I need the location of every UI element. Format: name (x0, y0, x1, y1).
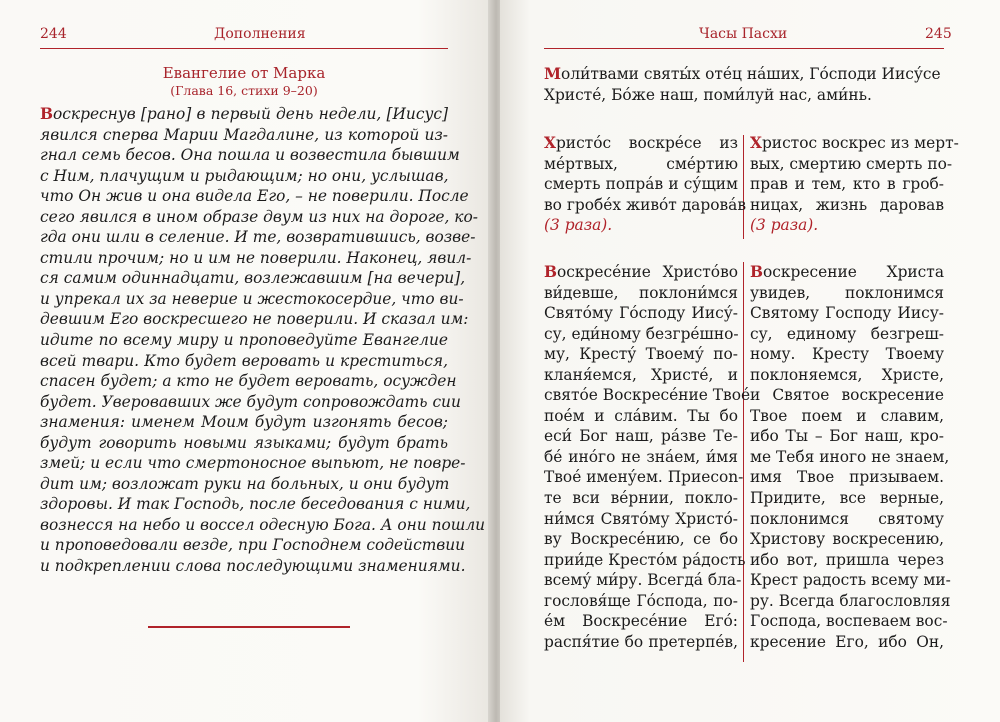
text-line (544, 324, 738, 345)
text-line (544, 488, 738, 509)
line-text: су, единому безгреш- (750, 324, 944, 343)
end-rule (148, 626, 350, 628)
line-text: ибо вот, пришла через (750, 550, 944, 569)
troparion-russian (750, 133, 959, 236)
line-text: дит им; возложат руки на больных, и они будут (40, 474, 450, 493)
text-line (750, 174, 944, 195)
drop-cap: В (544, 263, 558, 281)
line-text: вых, смертию смерть по- (750, 154, 953, 173)
text-line (40, 556, 466, 577)
line-text: ристо́с воскре́се из (555, 134, 738, 152)
line-text: еси́ Бог наш, ра́зве Те- (544, 427, 738, 446)
line-text: оскресе́ние Христо́во (557, 263, 738, 281)
text-line (750, 133, 959, 154)
left-page (0, 0, 492, 722)
running-head-right: Часы Пасхи (699, 26, 788, 42)
gospel-heading (40, 64, 448, 99)
text-line (40, 186, 469, 207)
text-line (544, 133, 738, 154)
line-text: ме Тебя иного не знаем, (750, 447, 950, 466)
text-line (750, 262, 944, 283)
line-text: с Ним, плачущим и рыдающим; но они, услышав, (40, 166, 449, 185)
text-line (750, 488, 944, 509)
line-text: Свято́му Го́споду Иису́- (544, 304, 738, 323)
running-head-left: Дополнения (214, 26, 306, 42)
text-line (544, 406, 738, 427)
text-line (750, 467, 944, 488)
line-text: и упрекал их за неверие и жестокосердие, что ви- (40, 289, 464, 308)
text-line (750, 550, 944, 571)
right-page (500, 0, 1000, 722)
text-line (750, 283, 944, 304)
text-line (544, 85, 944, 106)
text-line (544, 467, 744, 488)
line-text: пое́м и сла́вим. Ты бо (544, 406, 738, 425)
text-line (40, 392, 461, 413)
text-line (544, 550, 746, 571)
line-text: ному. Кресту Твоему (750, 345, 944, 364)
text-line (40, 371, 457, 392)
text-line (40, 227, 476, 248)
text-line (750, 154, 953, 175)
line-text: гда они шли в селение. И те, возвратившись, возве- (40, 228, 476, 247)
text-line (40, 474, 448, 495)
text-line (750, 591, 951, 612)
line-text: здоровы. И так Господь, после беседования с ними, (40, 495, 471, 514)
line-text: оли́твами святы́х оте́ц на́ших, Го́споди Иису́се (561, 65, 941, 83)
line-text: поклонимся святому (750, 509, 944, 528)
line-text: те вси ве́рнии, покло- (544, 489, 738, 508)
line-text: явился сперва Марии Магдалине, из которой из- (40, 125, 448, 144)
text-line (40, 433, 448, 454)
text-line (40, 412, 448, 433)
line-text: и подкреплении слова последующими знамениями. (40, 557, 466, 576)
line-text: ницах, жизнь даровав (750, 195, 944, 214)
line-text: имя Твое призываем. (750, 468, 944, 487)
line-text: прии́де Кресто́м ра́дость (544, 550, 746, 569)
text-line (544, 154, 738, 175)
line-text: ву Воскресе́нию, се бо (544, 530, 738, 549)
column-divider-1 (743, 135, 744, 239)
text-line (40, 351, 448, 372)
line-text: ру. Всегда благословляя (750, 591, 951, 610)
line-text: гословя́ще Го́спода, по- (544, 591, 738, 610)
line-text: ни́мся Свято́му Христо́- (544, 509, 738, 528)
text-line (40, 166, 448, 187)
line-text: ибо Ты – Бог наш, кро- (750, 427, 944, 446)
line-text: прав и тем, кто в гроб- (750, 175, 944, 194)
line-text: распя́тие бо претерпе́в, (544, 632, 738, 651)
line-text: Крест радость всему ми- (750, 571, 951, 590)
line-text: будет. Уверовавших же будут сопровождать сии (40, 392, 461, 411)
hymn-slavonic (544, 262, 751, 652)
text-line (750, 385, 944, 406)
line-text: стили прочим; но и им не поверили. Наконец, явил- (40, 248, 472, 267)
text-line (750, 195, 944, 216)
line-text: всей твари. Кто будет веровать и креститься, (40, 351, 448, 370)
repeat-note: (3 раза). (544, 216, 613, 235)
page-number-right: 245 (925, 26, 952, 42)
text-line (544, 365, 738, 386)
line-text: всему́ ми́ру. Всегда́ бла- (544, 571, 742, 590)
text-line (544, 611, 738, 632)
line-text: и Святое воскресение (750, 386, 944, 405)
line-text: девшим Его воскресшего не поверили. И сказал им: (40, 310, 469, 329)
text-line (40, 145, 460, 166)
drop-cap: В (750, 263, 764, 281)
line-text: Твое́ имену́ем. Приecon- (544, 468, 744, 487)
text-line (40, 515, 486, 536)
page-number-left: 244 (40, 26, 67, 42)
line-text: змей; и если что смертоносное выпьют, не повре- (40, 454, 466, 473)
repeat-note: (3 раза). (750, 216, 819, 235)
text-line (40, 330, 448, 351)
line-text: кланя́емся, Христе́, и (544, 365, 738, 384)
text-line (544, 64, 944, 85)
text-line (544, 529, 738, 550)
line-text: Придите, все верные, (750, 489, 944, 508)
header-rule-left (40, 48, 448, 49)
opening-prayer (544, 64, 944, 106)
column-divider-2 (743, 262, 744, 662)
hymn-russian (750, 262, 951, 652)
text-line (750, 426, 944, 447)
text-line (544, 570, 742, 591)
line-text: ристос воскрес из мерт- (761, 134, 959, 152)
line-text: сего явился в ином образе двум из них на дороге, ко- (40, 207, 478, 226)
text-line (750, 611, 948, 632)
line-text: му, Кресту́ Твоему́ по- (544, 345, 738, 364)
text-line (544, 174, 738, 195)
drop-cap: Х (750, 134, 762, 152)
text-line (544, 447, 738, 468)
line-text: и проповедовали везде, при Господнем содействии (40, 536, 466, 555)
gospel-title: Евангелие от Марка (162, 64, 326, 82)
text-line (544, 344, 738, 365)
text-line (40, 125, 448, 146)
line-text: бе́ ино́го не зна́ем, и́мя (544, 447, 738, 466)
text-line (544, 509, 738, 530)
text-line (750, 570, 951, 591)
text-line (544, 632, 738, 653)
line-text: Твое поем и славим, (750, 406, 944, 425)
line-text: будут говорить новыми языками; будут брать (40, 433, 448, 452)
text-line (750, 303, 944, 324)
text-line (750, 365, 944, 386)
line-text: ви́девше, поклони́мся (544, 283, 738, 302)
text-line (40, 535, 466, 556)
text-line (40, 104, 448, 125)
text-line (750, 632, 944, 653)
line-text: вознесся на небо и воссел одесную Бога. А они пошли (40, 515, 486, 534)
text-line (750, 447, 950, 468)
line-text: спасен будет; а кто не будет веровать, осужден (40, 372, 457, 391)
header-rule-right (544, 48, 944, 49)
text-line (544, 426, 738, 447)
line-text: знамения: именем Моим будут изгонять бесов; (40, 413, 448, 432)
text-line (750, 344, 944, 365)
line-text: су, еди́ному безгре́шно- (544, 324, 739, 343)
text-line (750, 529, 944, 550)
gospel-subtitle: (Глава 16, стихи 9–20) (170, 83, 318, 98)
line-text: оскреснув [рано] в первый день недели, [Иисус] (53, 105, 448, 123)
line-text: что Он жив и она видела Его, – не поверили. После (40, 187, 469, 206)
line-text: увидев, поклонимся (750, 283, 944, 302)
line-text: оскресение Христа (763, 263, 944, 281)
line-text: гнал семь бесов. Она пошла и возвестила бывшим (40, 146, 460, 165)
line-text: ся самим одиннадцати, возлежавшим [на вечери], (40, 269, 466, 288)
line-text: кресение Его, ибо Он, (750, 632, 944, 651)
line-text: во гробе́х живо́т дарова́в (544, 195, 746, 214)
text-line (544, 262, 738, 283)
text-line (544, 283, 738, 304)
text-line (40, 289, 464, 310)
gospel-text (40, 104, 486, 577)
line-text: е́м Воскресе́ние Его́: (544, 612, 738, 631)
text-line (750, 509, 944, 530)
text-line (40, 309, 469, 330)
text-line (40, 248, 472, 269)
troparion-slavonic (544, 133, 746, 236)
text-line (40, 453, 466, 474)
line-text: Христову воскресению, (750, 530, 944, 549)
text-line (544, 303, 738, 324)
text-line (544, 591, 738, 612)
text-line (750, 324, 944, 345)
drop-cap: В (40, 105, 54, 123)
line-text: Господа, воспеваем вос- (750, 612, 948, 631)
text-line (544, 385, 751, 406)
line-text: Святому Господу Иису- (750, 304, 944, 323)
line-text: свято́е Воскресе́ние Твое́ (544, 386, 751, 405)
line-text: Христе́, Бо́же наш, поми́луй нас, ами́нь. (544, 86, 872, 104)
text-line (40, 207, 478, 228)
text-line (40, 268, 466, 289)
text-line (544, 195, 746, 216)
line-text: идите по всему миру и проповедуйте Евангелие (40, 331, 448, 350)
drop-cap: Х (544, 134, 556, 152)
line-text: ме́ртвых, сме́ртию (544, 154, 738, 173)
line-text: поклоняемся, Христе, (750, 365, 944, 384)
line-text: смерть попра́в и су́щим (544, 175, 738, 194)
text-line (40, 494, 471, 515)
drop-cap: М (544, 65, 562, 83)
text-line (750, 406, 944, 427)
